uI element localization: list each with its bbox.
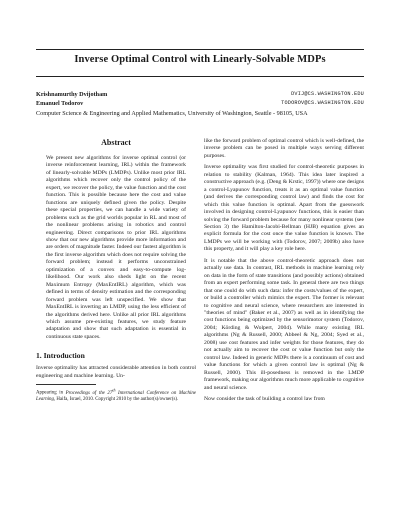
- author-row-2: [36, 100, 364, 109]
- title-top-rule: [36, 49, 364, 50]
- footnote: [36, 387, 196, 403]
- intro-text: Inverse optimality has attracted considerable attention in both control engineering and machine learning. Un-: [36, 365, 196, 379]
- body-paragraph: Inverse optimality was first studied for control-theoretic purposes in relation to stability (Kalman, 1964). This idea later inspired a constructive approach (e.g. (Deng & Krstic, 1997)) where one designs a control-Lyapunov function, treats it as an optimal value function (and derives the corresponding control law) and finds the cost for which this value function is optimal. Apart from the guesswork involved in designing control-Lyapunov functions, this is easier than solving the forward problem because for many nonlinear systems (see Section 3) the Hamilton-Jacobi-Bellman (HJB) equation gives an explicit formula for the cost once the value function is known. The LMDPs we will be working with (Todorov, 2007; 2009b) also have this property, and it will play a key role here.: [204, 164, 364, 253]
- left-column: [36, 138, 196, 403]
- footnote-venue-rest: International Conference on Machine Learning: [36, 390, 196, 403]
- footnote-pre: Appearing in: [36, 390, 66, 396]
- author-row-1: [36, 91, 364, 100]
- abstract-heading: Abstract: [101, 138, 131, 147]
- footnote-rule: [36, 384, 96, 385]
- abstract-text: We present new algorithms for inverse optimal control (or inverse reinforcement learning, IRL) within the framework of linearly-solvable MDPs (LMDPs). Unlike most prior IRL algorithms which recover only the control policy of the expert, we recover the policy, the value function and the cost function. This is possible because here the cost and value functions are uniquely defined given the policy. Despite these special properties, we can handle a wide variety of problems such as the grid worlds popular in RL and most of the nonlinear problems arising in robotics and control engineering. Direct comparisons to prior IRL algorithms show that our new algorithms provide more information and are orders of magnitude faster. Indeed our fastest algorithm is the first inverse algorithm which does not require solving the forward problem; instead it performs unconstrained optimization of a convex and easy-to-compute log-likelihood. Our work also sheds light on the recent Maximum Entropy (MaxEntIRL) algorithm, which was defined in terms of density estimation and the corresponding forward problem was left unspecified. We show that MaxEntIRL is inverting an LMDP, using the less efficient of the algorithms derived here. Unlike all prior IRL algorithms which assume pre-existing features, we study feature adaptation and show that such adaptation is essential in continuous state spaces.: [46, 155, 186, 340]
- title-bottom-rule: [36, 76, 364, 77]
- footnote-superscript: th: [112, 387, 116, 393]
- author-email: TODOROV@CS.WASHINGTON.EDU: [281, 100, 364, 106]
- right-column: [204, 138, 364, 407]
- author-name: Emanuel Todorov: [36, 100, 84, 107]
- body-paragraph: Now consider the task of building a control law from: [204, 395, 325, 402]
- author-name: Krishnamurthy Dvijotham: [36, 91, 108, 98]
- author-email: DVIJ@CS.WASHINGTON.EDU: [291, 91, 364, 97]
- affiliation: Computer Science & Engineering and Applied Mathematics, University of Washington, Seattle - 98105, USA: [36, 110, 308, 117]
- body-paragraph: like the forward problem of optimal control which is well-defined, the inverse problem can be posed in multiple ways serving different purposes.: [204, 138, 364, 159]
- footnote-venue: Proceedings of the 27: [65, 390, 113, 396]
- paper-title: Inverse Optimal Control with Linearly-Solvable MDPs: [74, 54, 326, 65]
- intro-heading: 1. Introduction: [36, 351, 85, 361]
- footnote-post: , Haifa, Israel, 2010. Copyright 2010 by the author(s)/owner(s).: [53, 397, 179, 403]
- body-paragraph: It is notable that the above control-theoretic approach does not actually use data. In contrast, IRL methods in machine learning rely on data in the form of state transitions (and possibly actions) obtained from an expert performing some task. In general there are two things that one could do with such data: infer the costs/values of the expert, or build a controller which mimics the expert. The former is relevant to cognitive and neural science, where researchers are interested in "theories of mind" (Baker et al., 2007) as well as in identifying the cost functions being optimized by the sensorimotor system (Todorov, 2004; Körding & Wolpert, 2004). While many existing IRL algorithms (Ng & Russell, 2000; Abbeel & Ng, 2004; Syed et al., 2008) use cost features and infer weights for those features, they do not actually aim to recover the cost or value function but only the control law. Indeed in generic MDPs there is a continuum of cost and value functions for which a given control law is optimal (Ng & Russell, 2000). This ill-posedness is removed in the LMDP framework, making our algorithms much more applicable to cognitive and neural science.: [204, 257, 364, 391]
